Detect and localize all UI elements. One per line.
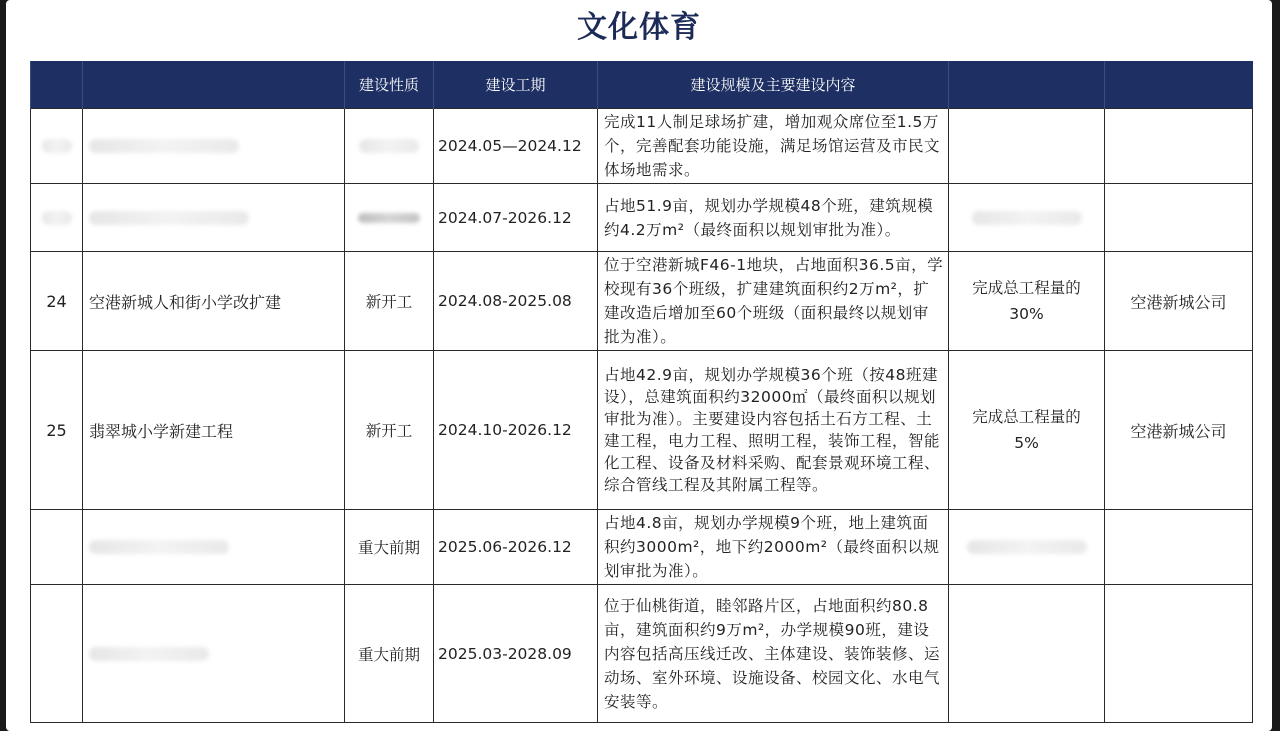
table-header-row: [31, 61, 1253, 109]
cell-unit: [1105, 109, 1253, 184]
table-row: [31, 510, 1253, 585]
cell-name: 空港新城人和街小学改扩建: [83, 252, 345, 351]
cell-nature: 新开工: [345, 252, 434, 351]
cell-name: [83, 585, 345, 723]
cell-scope: 完成11人制足球场扩建，增加观众席位至1.5万个，完善配套功能设施，满足场馆运营及市民文体场地需求。: [598, 109, 949, 184]
cell-scope: 占地4.8亩，规划办学规模9个班，地上建筑面积约3000m²，地下约2000m²（最终面积以规划审批为准）。: [598, 510, 949, 585]
cell-unit: [1105, 510, 1253, 585]
cell-target: [949, 184, 1105, 252]
cell-target: [949, 510, 1105, 585]
cell-name: [83, 184, 345, 252]
cell-nature: 重大前期: [345, 510, 434, 585]
cell-no: [31, 510, 83, 585]
cell-name: [83, 109, 345, 184]
document-page: [6, 0, 1272, 731]
cell-period: 2024.07-2026.12: [434, 184, 598, 252]
cell-target: [949, 109, 1105, 184]
cell-nature: 新开工: [345, 351, 434, 510]
cell-unit: 空港新城公司: [1105, 351, 1253, 510]
table-row: [31, 252, 1253, 351]
header-cell-unit: [1105, 61, 1253, 109]
cell-name: [83, 510, 345, 585]
cell-unit: [1105, 585, 1253, 723]
cell-no: [31, 184, 83, 252]
cell-scope: 位于仙桃街道，睦邻路片区，占地面积约80.8亩，建筑面积约9万m²，办学规模90班，建设内容包括高压线迁改、主体建设、装饰装修、运动场、室外环境、设施设备、校园文化、水电气安装等。: [598, 585, 949, 723]
cell-period: 2024.05—2024.12: [434, 109, 598, 184]
cell-nature: [345, 109, 434, 184]
page-title: 文化体育: [577, 10, 701, 45]
header-cell-scope: 建设规模及主要建设内容: [598, 61, 949, 109]
cell-unit: 空港新城公司: [1105, 252, 1253, 351]
cell-target: 完成总工程量的5%: [949, 351, 1105, 510]
cell-scope: 位于空港新城F46-1地块，占地面积36.5亩，学校现有36个班级，扩建建筑面积约2万m²，扩建改造后增加至60个班级（面积最终以规划审批为准）。: [598, 252, 949, 351]
cell-target: [949, 585, 1105, 723]
header-cell-name: [83, 61, 345, 109]
table-row: [31, 585, 1253, 723]
cell-unit: [1105, 184, 1253, 252]
cell-period: 2025.06-2026.12: [434, 510, 598, 585]
cell-name: 翡翠城小学新建工程: [83, 351, 345, 510]
table-row: [31, 109, 1253, 184]
cell-nature: [345, 184, 434, 252]
header-cell-target: [949, 61, 1105, 109]
cell-no: 24: [31, 252, 83, 351]
cell-period: 2025.03-2028.09: [434, 585, 598, 723]
cell-scope: 占地42.9亩，规划办学规模36个班（按48班建设），总建筑面积约32000㎡（最终面积以规划审批为准）。主要建设内容包括土石方工程、土建工程，电力工程、照明工程，装饰工程，智能化工程、设备及材料采购、配套景观环境工程、综合管线工程及其附属工程等。: [598, 351, 949, 510]
cell-no: [31, 109, 83, 184]
header-cell-period: 建设工期: [434, 61, 598, 109]
cell-no: 25: [31, 351, 83, 510]
header-cell-nature: 建设性质: [345, 61, 434, 109]
table-row: [31, 351, 1253, 510]
cell-target: 完成总工程量的30%: [949, 252, 1105, 351]
cell-period: 2024.10-2026.12: [434, 351, 598, 510]
cell-period: 2024.08-2025.08: [434, 252, 598, 351]
cell-no: [31, 585, 83, 723]
cell-scope: 占地51.9亩，规划办学规模48个班，建筑规模约4.2万m²（最终面积以规划审批为准）。: [598, 184, 949, 252]
cell-nature: 重大前期: [345, 585, 434, 723]
project-table: [30, 61, 1253, 723]
table-row: [31, 184, 1253, 252]
header-cell-no: [31, 61, 83, 109]
